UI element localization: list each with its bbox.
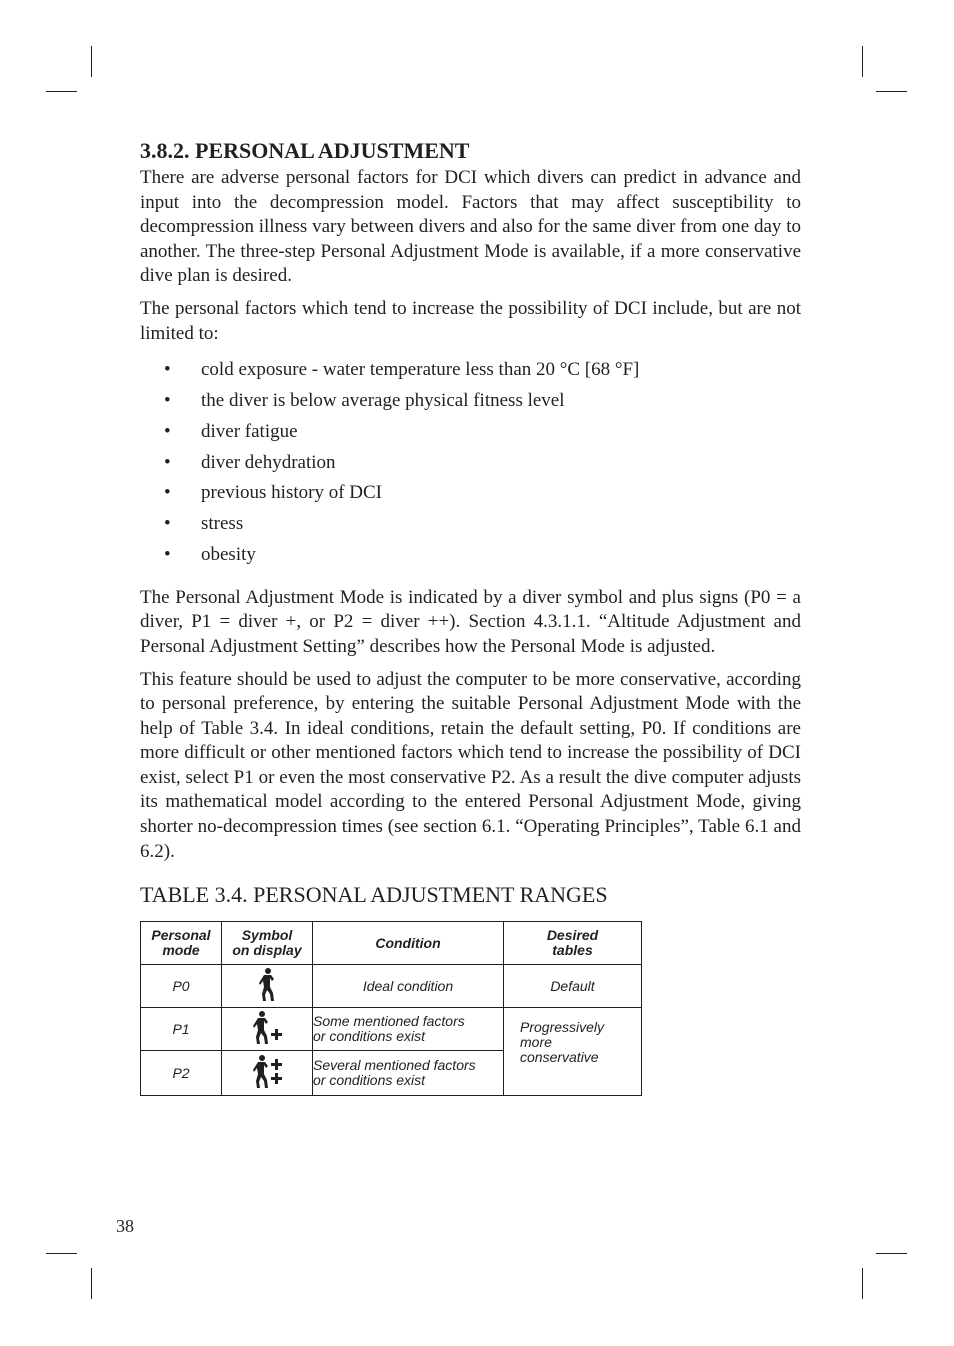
page-number: 38 — [116, 1216, 134, 1236]
header-personal-mode: Personal mode — [141, 922, 222, 965]
mode-cell: P2 — [141, 1051, 222, 1096]
crop-mark — [46, 1253, 77, 1254]
factors-lead-paragraph: The personal factors which tend to increase the possibility of DCI include, but are not limited to: — [140, 297, 801, 344]
table-row — [141, 1008, 642, 1051]
list-item: • diver fatigue — [140, 417, 801, 448]
bullet-glyph: • — [164, 389, 171, 411]
header-symbol: Symbol on display — [222, 922, 313, 965]
factor-list — [140, 355, 801, 571]
bullet-glyph: • — [164, 420, 171, 442]
condition-cell: Some mentioned factors or conditions exist — [313, 1008, 504, 1051]
mode-cell: P1 — [141, 1008, 222, 1051]
desired-tables-cell: Progressively more conservative — [504, 1008, 642, 1096]
symbol-cell — [222, 1051, 313, 1096]
mode-indication-paragraph: The Personal Adjustment Mode is indicated by a diver symbol and plus signs (P0 = a diver, P1 = diver +, or P2 = diver ++). Section 4.3.1.1. “Altitude Adjustment and Personal Adjustment Setting” describes how the Personal Mode is adjusted. — [140, 586, 801, 657]
crop-mark — [876, 1253, 907, 1254]
diver-icon — [252, 1054, 270, 1090]
plus-icon — [271, 1029, 282, 1040]
desired-tables-cell: Default — [504, 965, 642, 1008]
crop-mark — [876, 91, 907, 92]
condition-cell: Several mentioned factors or conditions exist — [313, 1051, 504, 1096]
crop-mark — [862, 1268, 863, 1299]
list-item: • cold exposure - water temperature less than 20 °C [68 °F] — [140, 355, 801, 386]
bullet-glyph: • — [164, 451, 171, 473]
page-content — [140, 136, 801, 1096]
diver-icon — [258, 967, 276, 1003]
usage-paragraph: This feature should be used to adjust the computer to be more conservative, according to personal preference, by entering the suitable Personal Adjustment Mode with the help of Table 3.4. In ideal conditions, retain the default setting, P0. If conditions are more difficult or other mentioned factors which tend to increase the possibility of DCI exist, select P1 or even the most conservative P2. As a result the dive computer adjusts its mathematical model according to the entered Personal Adjustment Mode, giving shorter no-decompression times (see section 6.1. “Operating Principles”, Table 6.1 and 6.2). — [140, 668, 801, 862]
header-desired-tables: Desired tables — [504, 922, 642, 965]
plus-icon — [271, 1073, 282, 1084]
condition-cell: Ideal condition — [313, 965, 504, 1008]
bullet-glyph: • — [164, 513, 171, 535]
section-heading: 3.8.2. PERSONAL ADJUSTMENT — [140, 138, 470, 163]
diver-icon — [252, 1010, 270, 1046]
crop-mark — [862, 46, 863, 77]
list-item: • the diver is below average physical fitness level — [140, 386, 801, 417]
header-condition: Condition — [313, 922, 504, 965]
list-item: • previous history of DCI — [140, 478, 801, 509]
bullet-glyph: • — [164, 482, 171, 504]
crop-mark — [46, 91, 77, 92]
list-item: • obesity — [140, 540, 801, 571]
table-row — [141, 965, 642, 1008]
symbol-cell — [222, 1008, 313, 1051]
personal-adjustment-table — [140, 921, 642, 1096]
intro-paragraph: There are adverse personal factors for DCI which divers can predict in advance and input into the decompression model. Factors that may affect susceptibility to decompression illness vary between divers and also for the same diver from one day to another. The three-step Personal Adjustment Mode is available, if a more conservative dive plan is desired. — [140, 167, 801, 287]
list-item: • diver dehydration — [140, 448, 801, 479]
list-item: • stress — [140, 509, 801, 540]
table-title: TABLE 3.4. PERSONAL ADJUSTMENT RANGES — [140, 882, 608, 908]
mode-cell: P0 — [141, 965, 222, 1008]
table-header-row — [141, 922, 642, 965]
plus-icon — [271, 1059, 282, 1070]
bullet-glyph: • — [164, 359, 171, 381]
symbol-cell — [222, 965, 313, 1008]
crop-mark — [91, 1268, 92, 1299]
bullet-glyph: • — [164, 543, 171, 565]
crop-mark — [91, 46, 92, 77]
